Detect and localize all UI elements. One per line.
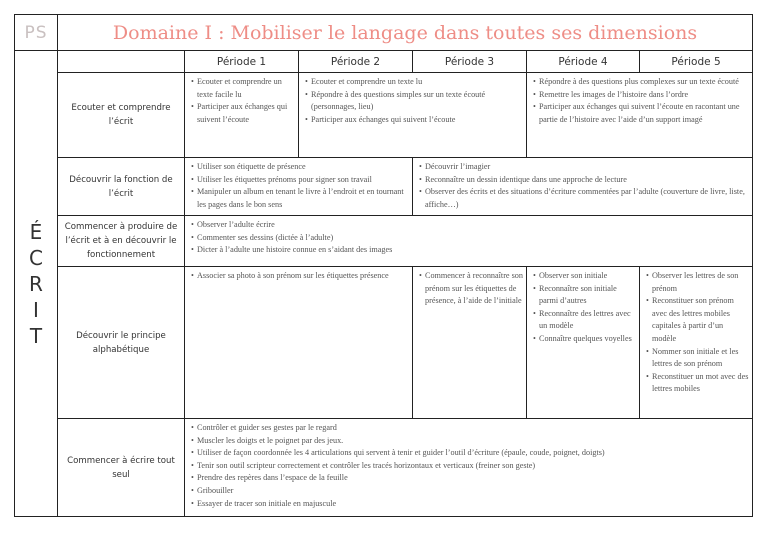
curriculum-table: [14, 14, 753, 517]
period-header-5: Période 5: [640, 51, 753, 73]
list-item: • Utiliser de façon coordonnée les 4 articulations qui servent à tenir et guider l’outil d’écriture (épaule, coude, poignet, doigts): [189, 447, 749, 460]
list-item: • Reconnaître des lettres avec un modèle: [531, 308, 636, 333]
row-label: Découvrir le principe alphabétique: [58, 267, 185, 419]
list-item: • Utiliser son étiquette de présence: [189, 161, 409, 174]
list-item: • Contrôler et guider ses gestes par le regard: [189, 422, 749, 435]
list-item: • Observer des écrits et des situations d’écriture commentées par l’adulte (couverture de livre, liste, affiche…): [417, 186, 749, 211]
list-item: • Ecouter et comprendre un texte lu: [303, 76, 523, 89]
list-item: • Observer les lettres de son prénom: [644, 270, 749, 295]
period-header-1: Période 1: [185, 51, 299, 73]
side-letter: I: [33, 297, 39, 322]
list-item: • Nommer son initiale et les lettres de son prénom: [644, 346, 749, 371]
side-letter: C: [29, 245, 43, 270]
table-row: [15, 267, 753, 419]
list-item: • Manipuler un album en tenant le livre à l’endroit et en tournant les pages dans le bon sens: [189, 186, 409, 211]
skills-cell: [527, 73, 753, 158]
list-item: • Dicter à l’adulte une histoire connue en s’aidant des images: [189, 244, 749, 257]
list-item: • Essayer de tracer son initiale en majuscule: [189, 498, 749, 511]
list-item: • Remettre les images de l’histoire dans l’ordre: [531, 89, 749, 102]
side-letter: É: [29, 219, 43, 244]
list-item: • Tenir son outil scripteur correctement et contrôler les tracés horizontaux et verticaux (freiner son geste): [189, 460, 749, 473]
list-item: • Participer aux échanges qui suivent l’écoute: [189, 101, 295, 126]
list-item: • Participer aux échanges qui suivent l’écoute en racontant une partie de l’histoire avec l’aide d’un support imagé: [531, 101, 749, 126]
list-item: • Connaître quelques voyelles: [531, 333, 636, 346]
list-item: • Participer aux échanges qui suivent l’écoute: [303, 114, 523, 127]
skills-cell: [185, 267, 413, 419]
list-item: • Reconstituer son prénom avec des lettres mobiles capitales à partir d’un modèle: [644, 295, 749, 345]
list-item: • Répondre à des questions simples sur un texte écouté (personnages, lieu): [303, 89, 523, 114]
skills-cell: [413, 267, 527, 419]
side-letter: T: [29, 323, 43, 348]
level-label: PS: [15, 15, 58, 51]
row-label: Commencer à écrire tout seul: [58, 419, 185, 517]
list-item: • Reconstituer un mot avec des lettres mobiles: [644, 371, 749, 396]
list-item: • Découvrir l’imagier: [417, 161, 749, 174]
list-item: • Ecouter et comprendre un texte facile lu: [189, 76, 295, 101]
list-item: • Muscler les doigts et le poignet par des jeux.: [189, 435, 749, 448]
list-item: • Commenter ses dessins (dictée à l’adulte): [189, 232, 749, 245]
list-item: • Commencer à reconnaître son prénom sur les étiquettes de présence, à l’aide de l’initiale: [417, 270, 523, 308]
skills-cell: [413, 158, 753, 216]
table-row: [15, 216, 753, 267]
list-item: • Reconnaître son initiale parmi d’autres: [531, 283, 636, 308]
list-item: • Prendre des repères dans l’espace de la feuille: [189, 472, 749, 485]
row-label: Découvrir la fonction de l’écrit: [58, 158, 185, 216]
table-row: [15, 73, 753, 158]
list-item: • Utiliser les étiquettes prénoms pour signer son travail: [189, 174, 409, 187]
corner-cell: [58, 51, 185, 73]
list-item: • Gribouiller: [189, 485, 749, 498]
page-title: Domaine I : Mobiliser le langage dans toutes ses dimensions: [58, 15, 753, 51]
skills-cell: [527, 267, 640, 419]
period-header-4: Période 4: [527, 51, 640, 73]
skills-cell: [185, 216, 753, 267]
table-row: [15, 158, 753, 216]
domain-side-label: [15, 51, 58, 517]
list-item: • Associer sa photo à son prénom sur les étiquettes présence: [189, 270, 409, 283]
list-item: • Observer l’adulte écrire: [189, 219, 749, 232]
row-label: Commencer à produire de l’écrit et à en découvrir le fonctionnement: [58, 216, 185, 267]
table-row: [15, 419, 753, 517]
list-item: • Observer son initiale: [531, 270, 636, 283]
period-header-2: Période 2: [299, 51, 413, 73]
skills-cell: [640, 267, 753, 419]
period-header-3: Période 3: [413, 51, 527, 73]
side-letter: R: [29, 271, 43, 296]
skills-cell: [185, 73, 299, 158]
skills-cell: [185, 158, 413, 216]
skills-cell: [185, 419, 753, 517]
skills-cell: [299, 73, 527, 158]
row-label: Ecouter et comprendre l’écrit: [58, 73, 185, 158]
list-item: • Répondre à des questions plus complexes sur un texte écouté: [531, 76, 749, 89]
list-item: • Reconnaître un dessin identique dans une approche de lecture: [417, 174, 749, 187]
